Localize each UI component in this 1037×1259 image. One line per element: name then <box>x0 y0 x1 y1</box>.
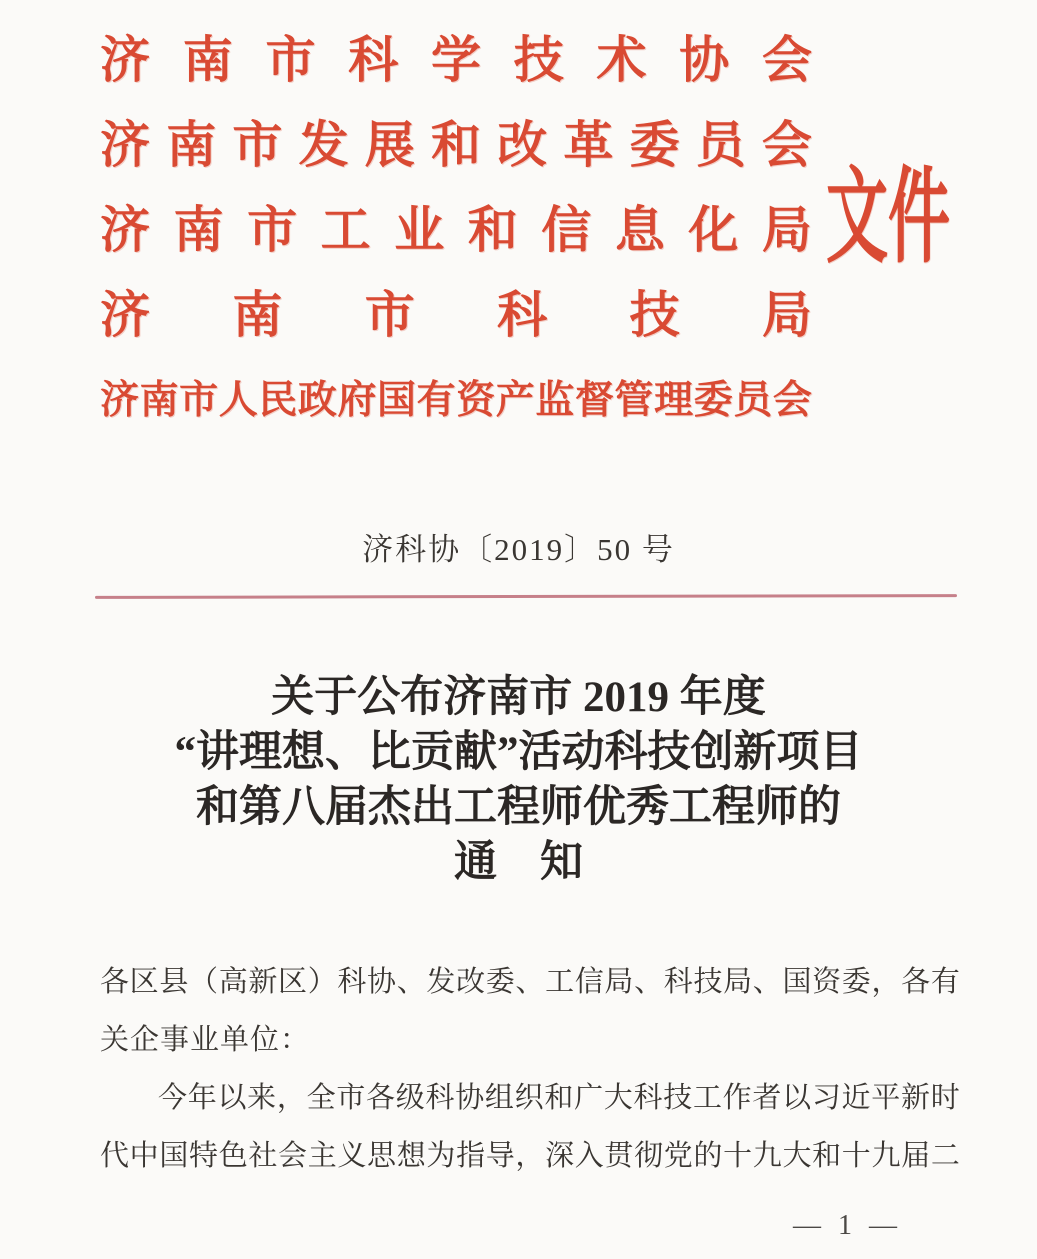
title-line-2: “讲理想、比贡献”活动科技创新项目 <box>174 729 863 776</box>
salutation-line-2: 关企事业单位： <box>100 1024 311 1056</box>
red-divider-line <box>95 594 957 599</box>
reference-number: 济科协〔2019〕50 号 <box>362 532 675 567</box>
notice-title <box>0 670 1037 890</box>
issuer-line-4: 济 南 市 科 技 局 <box>100 287 812 343</box>
title-line-1: 关于公布济南市 2019 年度 <box>271 674 766 721</box>
issuer-line-3: 济 南 市 工 业 和 信 息 化 局 <box>100 202 812 258</box>
letterhead <box>100 18 812 443</box>
document-type-label: 文件 <box>826 159 950 276</box>
issuer-line-1: 济 南 市 科 学 技 术 协 会 <box>100 32 812 88</box>
page-number: — 1 — <box>793 1210 902 1241</box>
paragraph-line-1: 今 年 以 来 ， 全 市 各 级 科 协 组 织 和 广 大 科 技 工 作 者 以 习 近 平 新 时 <box>158 1082 960 1114</box>
salutation-line-1: 各 区 县 （ 高 新 区 ） 科 协 、 发 改 委 、 工 信 局 、 科 技 局 、 国 资 委 ， 各 有 <box>100 966 960 998</box>
paragraph-line-2: 代 中 国 特 色 社 会 主 义 思 想 为 指 导 ， 深 入 贯 彻 党 的 十 九 大 和 十 九 届 二 <box>100 1140 960 1172</box>
title-line-4: 通 知 <box>454 839 583 886</box>
issuer-line-5: 济 南 市 人 民 政 府 国 有 资 产 监 督 管 理 委 员 会 <box>100 379 812 422</box>
document-body <box>100 953 960 1185</box>
issuer-line-2: 济 南 市 发 展 和 改 革 委 员 会 <box>100 117 812 173</box>
title-line-3: 和第八届杰出工程师优秀工程师的 <box>196 784 841 831</box>
